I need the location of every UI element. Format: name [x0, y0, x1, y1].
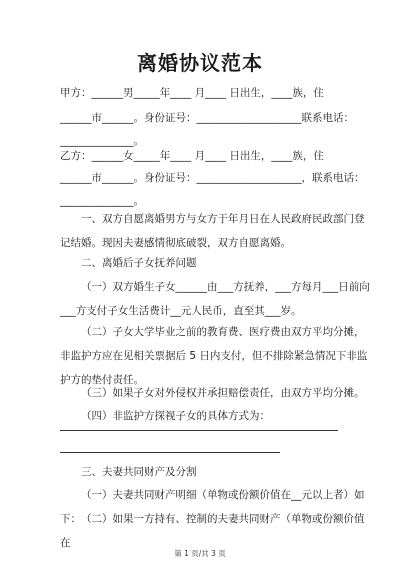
fill-in-rule-2: [60, 452, 280, 453]
document-title: 离婚协议范本: [137, 51, 263, 75]
fill-in-rule-1: [60, 430, 338, 431]
section-3-heading: 三、夫妻共同财产及分割: [81, 466, 197, 478]
section-3-item-1: （一）夫妻共同财产明细（单物或份额价值在__元以上者）如下：: [60, 489, 365, 525]
section-2-heading: 二、离婚后子女抚养问题: [81, 257, 197, 269]
page-number-footer: 第 1 页/共 3 页: [174, 549, 226, 558]
party-b-line-3: ______________。: [60, 195, 144, 207]
section-2-item-2: （二）子女大学毕业之前的教育费、医疗费由双方平均分摊，非监护方应在见相关票据后 5 日内支付，但不排除紧急情况下非监护方的垫付责任。: [60, 326, 368, 386]
section-3-item-2: （二）如果一方持有、控制的夫妻共同财产（单物或份额价值在: [60, 513, 365, 549]
section-2-item-3: （三）如果子女对外侵权并承担赔偿责任，由双方平均分摊。: [81, 387, 365, 399]
party-a-line-2: ______市______。身份证号：____________________联系电话：: [60, 112, 354, 124]
party-b-line-1: 乙方：______女_____年____ 月____ 日出生，____族，住: [60, 150, 324, 162]
section-2-item-1: （一）双方婚生子女______由___方抚养，___方每月___日前向___方支付子女生活费计__元人民币，直至其___岁。: [60, 281, 370, 317]
party-b-line-2: ______市______。身份证号：____________________，联系电话：: [60, 172, 365, 184]
section-2-item-4: （四）非监护方探视子女的具体方式为：: [81, 410, 270, 422]
party-a-line-1: 甲方：______男_____年____ 月____ 日出生，____族，住: [60, 87, 324, 99]
party-a-line-3: ______________。: [60, 135, 144, 147]
section-1-paragraph: 一、双方自愿离婚男方与女方于年月日在人民政府民政部门登记结婚。现因夫妻感情彻底破裂，双方自愿离婚。: [60, 213, 365, 249]
